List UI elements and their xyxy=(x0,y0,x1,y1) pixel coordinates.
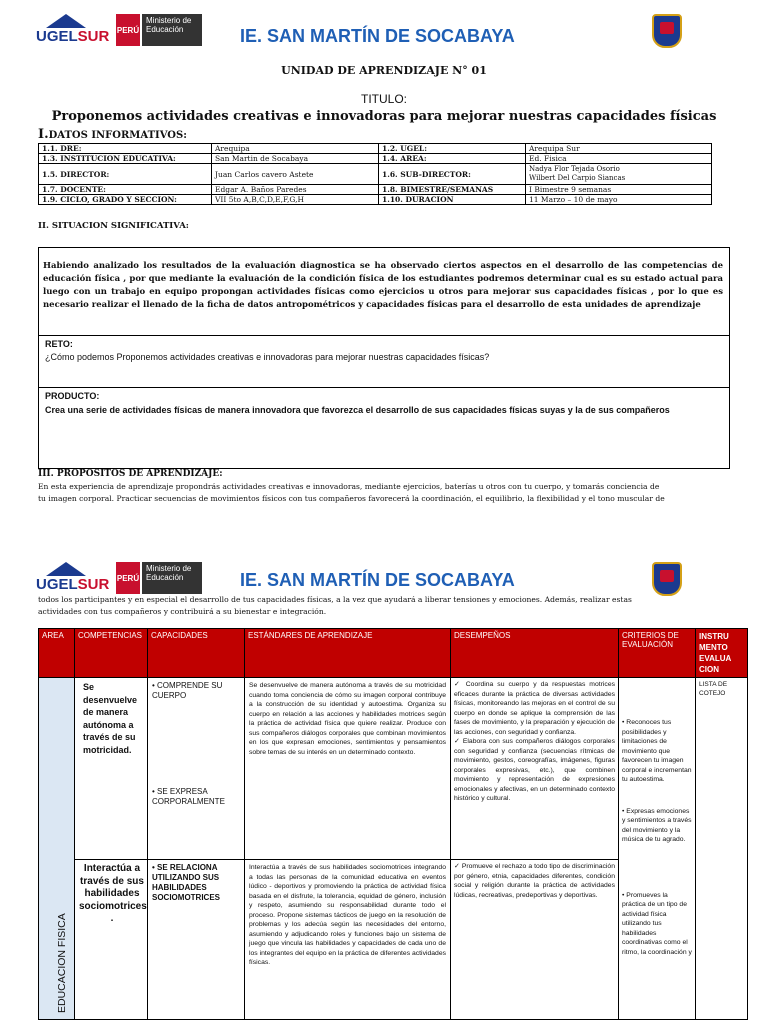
titulo-label: TITULO: xyxy=(360,92,407,106)
instrumento-cell: LISTA DE COTEJO xyxy=(696,678,748,1020)
peru-badge: PERÚ xyxy=(116,562,140,594)
producto-label: PRODUCTO: xyxy=(45,391,100,401)
estandar-2: Interactúa a través de sus habilidades sociomotrices integrando a todas las personas de la comunidad educativa en eventos lúdico - deportivos y promoviendo la práctica de actividad física basada en el disfrute, la tolerancia, equidad de género, inclusión y respeto, asumiendo su responsabilidad durante todo el proceso. Propone sistemas tácticos de juego en la resolución de problemas y los adecúa según las necesidades del entorno, asumiendo y adjudicando roles y funciones bajo un sistema de juego que vincula las habilidades y capacidades de cada uno de los integrantes del equipo en la práctica de diferentes actividades físicas. xyxy=(245,860,451,1020)
producto-text: Crea una serie de actividades físicas de manera innovadora que favorezca el desarrollo de sus capacidades físicas suyas y la de sus compañeros xyxy=(45,405,670,415)
desempenos-2: ✓ Promueve el rechazo a todo tipo de discriminación por género, etnia, capacidades diferentes, condición social y religión durante la práctica de actividades lúdicas, recreativas, predeportivas y deportivas. xyxy=(451,860,619,1020)
col-desempenos: DESEMPEÑOS xyxy=(451,629,619,678)
table-row: 1.9. CICLO, GRADO Y SECCION: VII 5to A,B,C,D,E,F,G,H 1.10. DURACION 11 Marzo – 10 de mayo xyxy=(39,195,712,205)
desempeno-item: ✓ Coordina su cuerpo y da respuestas motrices eficaces durante la práctica de diversas actividades físicas, monitoreando las mejoras en el control de su cuerpo en donde se aplique la comprensión de las fases de movimiento, y la preparación y ejecución de las acciones, con seguridad y confianza. xyxy=(454,681,615,736)
unit-title: UNIDAD DE APRENDIZAJE N° 01 xyxy=(281,64,487,77)
table-row: 1.3. INSTITUCION EDUCATIVA: San Martin de Socabaya 1.4. AREA: Ed. Fisica xyxy=(39,154,712,164)
ugel-logo: UGELSUR xyxy=(36,576,110,593)
reto-text: ¿Cómo podemos Proponemos actividades creativas e innovadoras para mejorar nuestras capacidades físicas? xyxy=(45,352,490,362)
ministry-label: Ministerio de Educación xyxy=(142,562,202,594)
ugel-mountain-icon xyxy=(46,562,86,576)
competencia-1: Se desenvuelve de manera autónoma a través de su motricidad. xyxy=(75,678,148,860)
capacidades-1 xyxy=(148,678,245,860)
col-area: AREA xyxy=(39,629,75,678)
propositos-text: En esta experiencia de aprendizaje propondrás actividades creativas e innovadoras, mediante ejercicios, baterías u otros con tu cuerpo, y tomarás conciencia de tu imagen corporal. Practicar secuencias de movimientos físicos con tus compañeros favorecerá la coordinación, el equilibrio, la flexibilidad y el tono muscular de xyxy=(38,482,665,503)
estandar-1: Se desenvuelve de manera autónoma a través de su motricidad cuando toma conciencia de cómo su imagen corporal contribuye a la construcción de su identidad y autoestima. Organiza su cuerpo en relación a las acciones y habilidades motrices según la práctica de actividad física que quiere realizar. Produce con sus compañeros diálogos corporales que combinan movimientos en los que expresan emociones, sentimientos y pensamientos sobre temas de su interés en un determinado contexto. xyxy=(245,678,451,860)
competencias-table xyxy=(38,628,748,1020)
desempenos-1 xyxy=(451,678,619,860)
capacidades-2: • SE RELACIONA UTILIZANDO SUS HABILIDADES SOCIOMOTRICES xyxy=(148,860,245,1020)
section1-heading: I.DATOS INFORMATIVOS: xyxy=(38,127,187,142)
datos-informativos-table xyxy=(38,143,712,205)
criterio-item: • Promueves la práctica de un tipo de actividad física utilizando tus habilidades coordinativas como el ritmo, la coordinación y xyxy=(622,891,692,956)
school-crest-icon xyxy=(652,14,682,48)
ministry-label: Ministerio de Educación xyxy=(142,14,202,46)
table-row: 1.1. DRE: Arequipa 1.2. UGEL: Arequipa Sur xyxy=(39,144,712,154)
school-crest-icon xyxy=(652,562,682,596)
reto-label: RETO: xyxy=(45,339,73,349)
section2-heading: II. SITUACION SIGNIFICATIVA: xyxy=(38,221,189,231)
area-cell xyxy=(39,678,75,1020)
criterios-cell xyxy=(619,678,696,1020)
ugel-logo: UGELSUR xyxy=(36,28,110,45)
table-header-row xyxy=(39,629,748,678)
col-estandares: ESTÁNDARES DE APRENDIZAJE xyxy=(245,629,451,678)
table-row: 1.5. DIRECTOR: Juan Carlos cavero Astete 1.6. SUB-DIRECTOR: Nadya Flor Tejada Osorio Wilbert Del Carpio Siancas xyxy=(39,164,712,185)
school-title: IE. SAN MARTÍN DE SOCABAYA xyxy=(240,26,515,46)
document-title: Proponemos actividades creativas e innovadoras para mejorar nuestras capacidades físicas xyxy=(51,109,717,124)
situacion-text: Habiendo analizado los resultados de la evaluación diagnostica se ha observado ciertos aspectos en el desarrollo de las competencias de educación física , por que mediante la evaluación de la condición física de los estudiantes podremos determinar cual es su estado actual para luego con un trabajo en equipo propongan actividades físicas como ejercicios u otros para mejorar sus capacidades físicas , por lo que es necesario realizar el llenado de la ficha de datos antropométricos y capacidades físicas para el desarrollo de esta unidades de aprendizaje xyxy=(43,261,723,310)
table-row: 1.7. DOCENTE: Edgar A. Baños Paredes 1.8. BIMESTRE/SEMANAS I Bimestre 9 semanas xyxy=(39,185,712,195)
desempeno-item: ✓ Elabora con sus compañeros diálogos corporales con seguridad y confianza (secuencias rítmicas de movimiento, gestos, coreografías, imágenes, figuras corporales expresivas, etc.), que combinen movimiento y representación de expresiones emocionales y afectivas, en un determinado contexto histórico y cultural. xyxy=(454,738,615,802)
criterio-item: • Expresas emociones y sentimientos a través del movimiento y la música de tu agrado. xyxy=(622,807,692,843)
peru-badge: PERÚ xyxy=(116,14,140,46)
col-capacidades: CAPACIDADES xyxy=(148,629,245,678)
school-title: IE. SAN MARTÍN DE SOCABAYA xyxy=(240,570,515,590)
propositos-text-continued: todos los participantes y en especial el desarrollo de tus capacidades físicas, a la vez que ayudará a liberar tensiones y emociones. Además, realizar estas actividades con tus compañeros y contribuirá a su bienestar e integración. xyxy=(38,595,632,616)
capacidad-item: • COMPRENDE SU CUERPO xyxy=(152,681,223,700)
situacion-box xyxy=(38,247,730,469)
header-logos xyxy=(32,12,768,52)
section3-heading: III. PROPOSITOS DE APRENDIZAJE: xyxy=(38,469,223,479)
col-instrumento: INSTRU MENTO EVALUA CION xyxy=(696,629,748,678)
ugel-mountain-icon xyxy=(46,14,86,28)
capacidad-item: • SE EXPRESA CORPORALMENTE xyxy=(152,787,225,806)
col-competencias: COMPETENCIAS xyxy=(75,629,148,678)
criterio-item: • Reconoces tus posibilidades y limitaciones de movimiento que favorecen tu imagen corporal e incrementan tu autoestima. xyxy=(622,719,692,783)
competencia-2: Interactúa a través de sus habilidades sociomotrices . xyxy=(75,860,148,1020)
area-label: EDUCACION FISICA xyxy=(56,913,68,1013)
table-row xyxy=(39,678,748,860)
col-criterios: CRITERIOS DE EVALUACIÓN xyxy=(619,629,696,678)
